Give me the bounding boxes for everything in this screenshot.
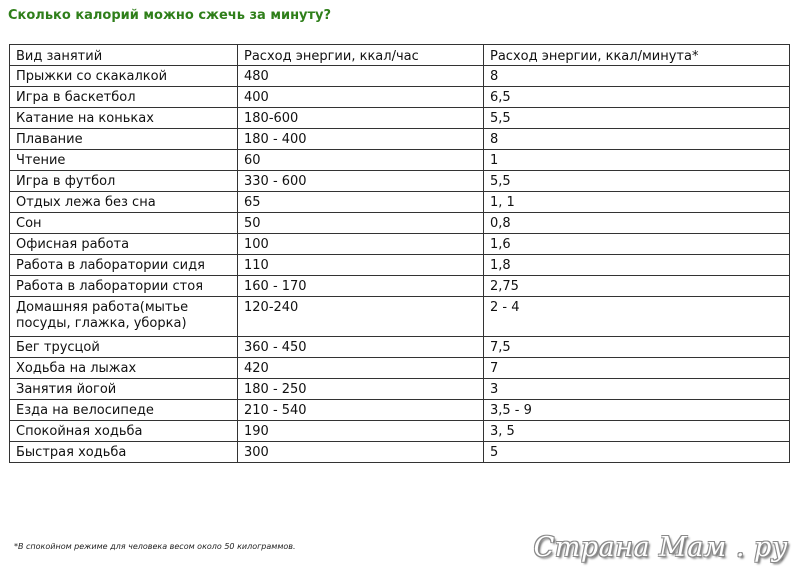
kcal-hour-cell: 65 (238, 192, 484, 213)
kcal-minute-cell: 8 (484, 66, 790, 87)
activity-cell: Езда на велосипеде (10, 400, 238, 421)
kcal-minute-cell: 1, 1 (484, 192, 790, 213)
calories-table (9, 44, 790, 463)
kcal-hour-cell: 210 - 540 (238, 400, 484, 421)
table-row (10, 66, 790, 87)
activity-cell: Сон (10, 213, 238, 234)
activity-cell: Работа в лаборатории стоя (10, 276, 238, 297)
kcal-hour-cell: 180 - 250 (238, 379, 484, 400)
table-row (10, 379, 790, 400)
activity-cell: Быстрая ходьба (10, 442, 238, 463)
table-row (10, 255, 790, 276)
header-activity: Вид занятий (10, 45, 238, 66)
table-row (10, 192, 790, 213)
table-row (10, 442, 790, 463)
kcal-minute-cell: 1,8 (484, 255, 790, 276)
table-row (10, 150, 790, 171)
kcal-hour-cell: 60 (238, 150, 484, 171)
kcal-hour-cell: 480 (238, 66, 484, 87)
kcal-minute-cell: 2 - 4 (484, 297, 790, 337)
kcal-minute-cell: 5,5 (484, 171, 790, 192)
kcal-minute-cell: 5,5 (484, 108, 790, 129)
header-kcal-hour: Расход энергии, ккал/час (238, 45, 484, 66)
table-row (10, 337, 790, 358)
activity-cell: Спокойная ходьба (10, 421, 238, 442)
table-row (10, 234, 790, 255)
kcal-hour-cell: 420 (238, 358, 484, 379)
kcal-hour-cell: 330 - 600 (238, 171, 484, 192)
activity-cell: Игра в баскетбол (10, 87, 238, 108)
kcal-minute-cell: 3 (484, 379, 790, 400)
activity-cell: Чтение (10, 150, 238, 171)
kcal-hour-cell: 400 (238, 87, 484, 108)
kcal-hour-cell: 50 (238, 213, 484, 234)
header-kcal-minute: Расход энергии, ккал/минута* (484, 45, 790, 66)
activity-cell: Катание на коньках (10, 108, 238, 129)
kcal-minute-cell: 6,5 (484, 87, 790, 108)
activity-cell: Прыжки со скакалкой (10, 66, 238, 87)
site-watermark-logo: Страна Мам . ру (533, 532, 788, 563)
kcal-hour-cell: 120-240 (238, 297, 484, 337)
kcal-minute-cell: 1 (484, 150, 790, 171)
kcal-minute-cell: 3, 5 (484, 421, 790, 442)
kcal-hour-cell: 180-600 (238, 108, 484, 129)
kcal-minute-cell: 8 (484, 129, 790, 150)
activity-cell: Работа в лаборатории сидя (10, 255, 238, 276)
table-row (10, 276, 790, 297)
kcal-minute-cell: 3,5 - 9 (484, 400, 790, 421)
table-row (10, 213, 790, 234)
kcal-minute-cell: 7,5 (484, 337, 790, 358)
activity-cell: Бег трусцой (10, 337, 238, 358)
activity-cell: Ходьба на лыжах (10, 358, 238, 379)
kcal-minute-cell: 5 (484, 442, 790, 463)
table-row (10, 87, 790, 108)
kcal-hour-cell: 110 (238, 255, 484, 276)
table-row (10, 358, 790, 379)
activity-cell: Домашняя работа(мытье посуды, глажка, уборка) (10, 297, 238, 337)
kcal-hour-cell: 300 (238, 442, 484, 463)
kcal-hour-cell: 180 - 400 (238, 129, 484, 150)
table-row (10, 297, 790, 337)
activity-cell: Офисная работа (10, 234, 238, 255)
kcal-hour-cell: 100 (238, 234, 484, 255)
activity-cell: Занятия йогой (10, 379, 238, 400)
activity-cell: Плавание (10, 129, 238, 150)
kcal-minute-cell: 0,8 (484, 213, 790, 234)
kcal-hour-cell: 190 (238, 421, 484, 442)
activity-cell: Отдых лежа без сна (10, 192, 238, 213)
table-row (10, 421, 790, 442)
table-row (10, 108, 790, 129)
kcal-minute-cell: 7 (484, 358, 790, 379)
kcal-minute-cell: 1,6 (484, 234, 790, 255)
table-row (10, 400, 790, 421)
footnote: *В спокойном режиме для человека весом около 50 килограммов. (14, 542, 296, 551)
table-row (10, 129, 790, 150)
kcal-hour-cell: 160 - 170 (238, 276, 484, 297)
kcal-minute-cell: 2,75 (484, 276, 790, 297)
table-row (10, 171, 790, 192)
table-header-row (10, 45, 790, 66)
kcal-hour-cell: 360 - 450 (238, 337, 484, 358)
activity-cell: Игра в футбол (10, 171, 238, 192)
page-title: Сколько калорий можно сжечь за минуту? (8, 8, 332, 23)
